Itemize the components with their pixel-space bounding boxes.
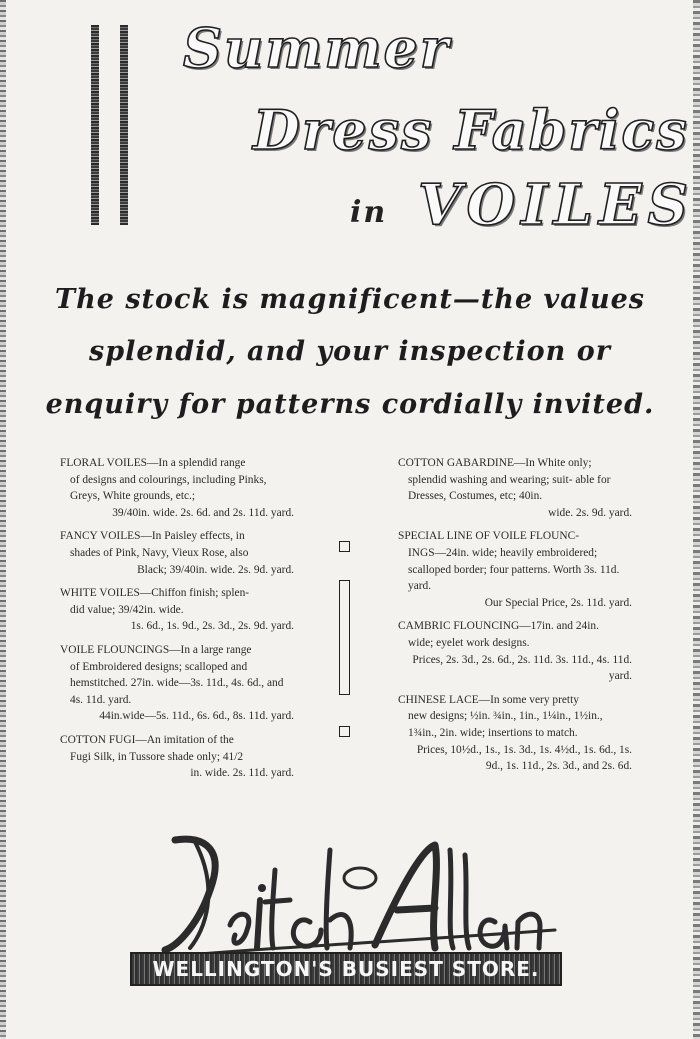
entry-price: in. wide. 2s. 11d. yard. [190,767,294,780]
entry-voile-flouncings [60,642,294,725]
decorative-rule-left [91,25,99,225]
entry-cambric-flouncing [398,618,632,684]
entry-body: of designs and colourings, including Pinks, Greys, White grounds, etc.; [70,473,267,503]
entry-body: INGS—24in. wide; heavily embroidered; scalloped border; four patterns. Worth 3s. 11d. yard. [408,546,620,593]
entry-title: CAMBRIC FLOUNCING—17in. and 24in. [398,620,599,633]
entry-price: 1s. 6d., 1s. 9d., 2s. 3d., 2s. 9d. yard. [130,620,294,633]
entry-title: SPECIAL LINE OF VOILE FLOUNC- [398,530,579,543]
entry-body: new designs; ½in. ¾in., 1in., 1¼in., 1½in., 1¾in., 2in. wide; insertions to match. [408,710,603,739]
entry-price: 39/40in. wide. 2s. 6d. and 2s. 11d. yard. [112,506,294,519]
column-divider-bar [339,580,350,695]
entry-fancy-voiles [60,528,294,578]
store-banner [130,952,562,986]
entry-title: COTTON FUGI—An imitation of the [60,733,234,746]
entry-special-voile-flouncings [398,528,632,611]
entry-body: did value; 39/42in. wide. [70,603,184,616]
entry-chinese-lace [398,692,632,775]
entry-body: Fugi Silk, in Tussore shade only; 41/2 [70,750,244,763]
tagline-line-3: enquiry for patterns cordially invited. [45,389,655,420]
entry-title: COTTON GABARDINE—In White only; [398,457,592,469]
entry-body: of Embroidered designs; scalloped and hemstitched. 27in. wide—3s. 11d., 4s. 6d., and 4s. 11d. yard. [70,660,284,706]
column-divider-square-bottom [339,726,350,737]
entry-price: wide. 2s. 9d. yard. [548,506,632,519]
entry-body: shades of Pink, Navy, Vieux Rose, also [70,546,249,559]
entry-price: Prices, 10½d., 1s., 1s. 3d., 1s. 4½d., 1s. 6d., 1s. 9d., 1s. 11d., 2s. 3d., and 2s. 6d. [416,743,632,773]
store-banner-text: WELLINGTON'S BUSIEST STORE. [152,957,540,981]
page-edge-left [0,0,6,1039]
entry-title: VOILE FLOUNCINGS—In a large range [60,643,252,656]
headline-voiles: VOILES [418,172,694,238]
entry-cotton-fugi [60,732,294,782]
right-column [398,455,632,782]
entry-price: Our Special Price, 2s. 11d. yard. [484,596,632,609]
entry-white-voiles [60,585,294,635]
entry-title: FANCY VOILES—In Paisley effects, in [60,530,245,543]
entry-body: splendid washing and wearing; suit- able for Dresses, Costumes, etc; 40in. [408,473,611,503]
headline-summer: Summer [183,16,451,80]
page-edge-right [693,0,700,1039]
entry-price: 44in.wide—5s. 11d., 6s. 6d., 8s. 11d. yard. [99,710,294,723]
entry-title: WHITE VOILES—Chiffon finish; splen- [60,587,250,600]
headline-in: in [350,195,388,230]
entry-floral-voiles [60,455,294,521]
entry-price: Prices, 2s. 3d., 2s. 6d., 2s. 11d. 3s. 11d., 4s. 11d. yard. [412,653,632,683]
column-divider-square-top [339,541,350,552]
entry-cotton-gabardine [398,455,632,521]
tagline-line-1: The stock is magnificent—the values [55,284,645,315]
entry-title: FLORAL VOILES—In a splendid range [60,457,246,469]
left-column [60,455,294,789]
decorative-rule-right [120,25,128,225]
entry-body: wide; eyelet work designs. [408,636,530,649]
entry-title: CHINESE LACE—In some very pretty [398,693,579,706]
tagline-line-2: splendid, and your inspection or [89,336,611,367]
entry-price: Black; 39/40in. wide. 2s. 9d. yard. [137,563,294,576]
headline-dress-fabrics: Dress Fabrics [253,98,689,162]
